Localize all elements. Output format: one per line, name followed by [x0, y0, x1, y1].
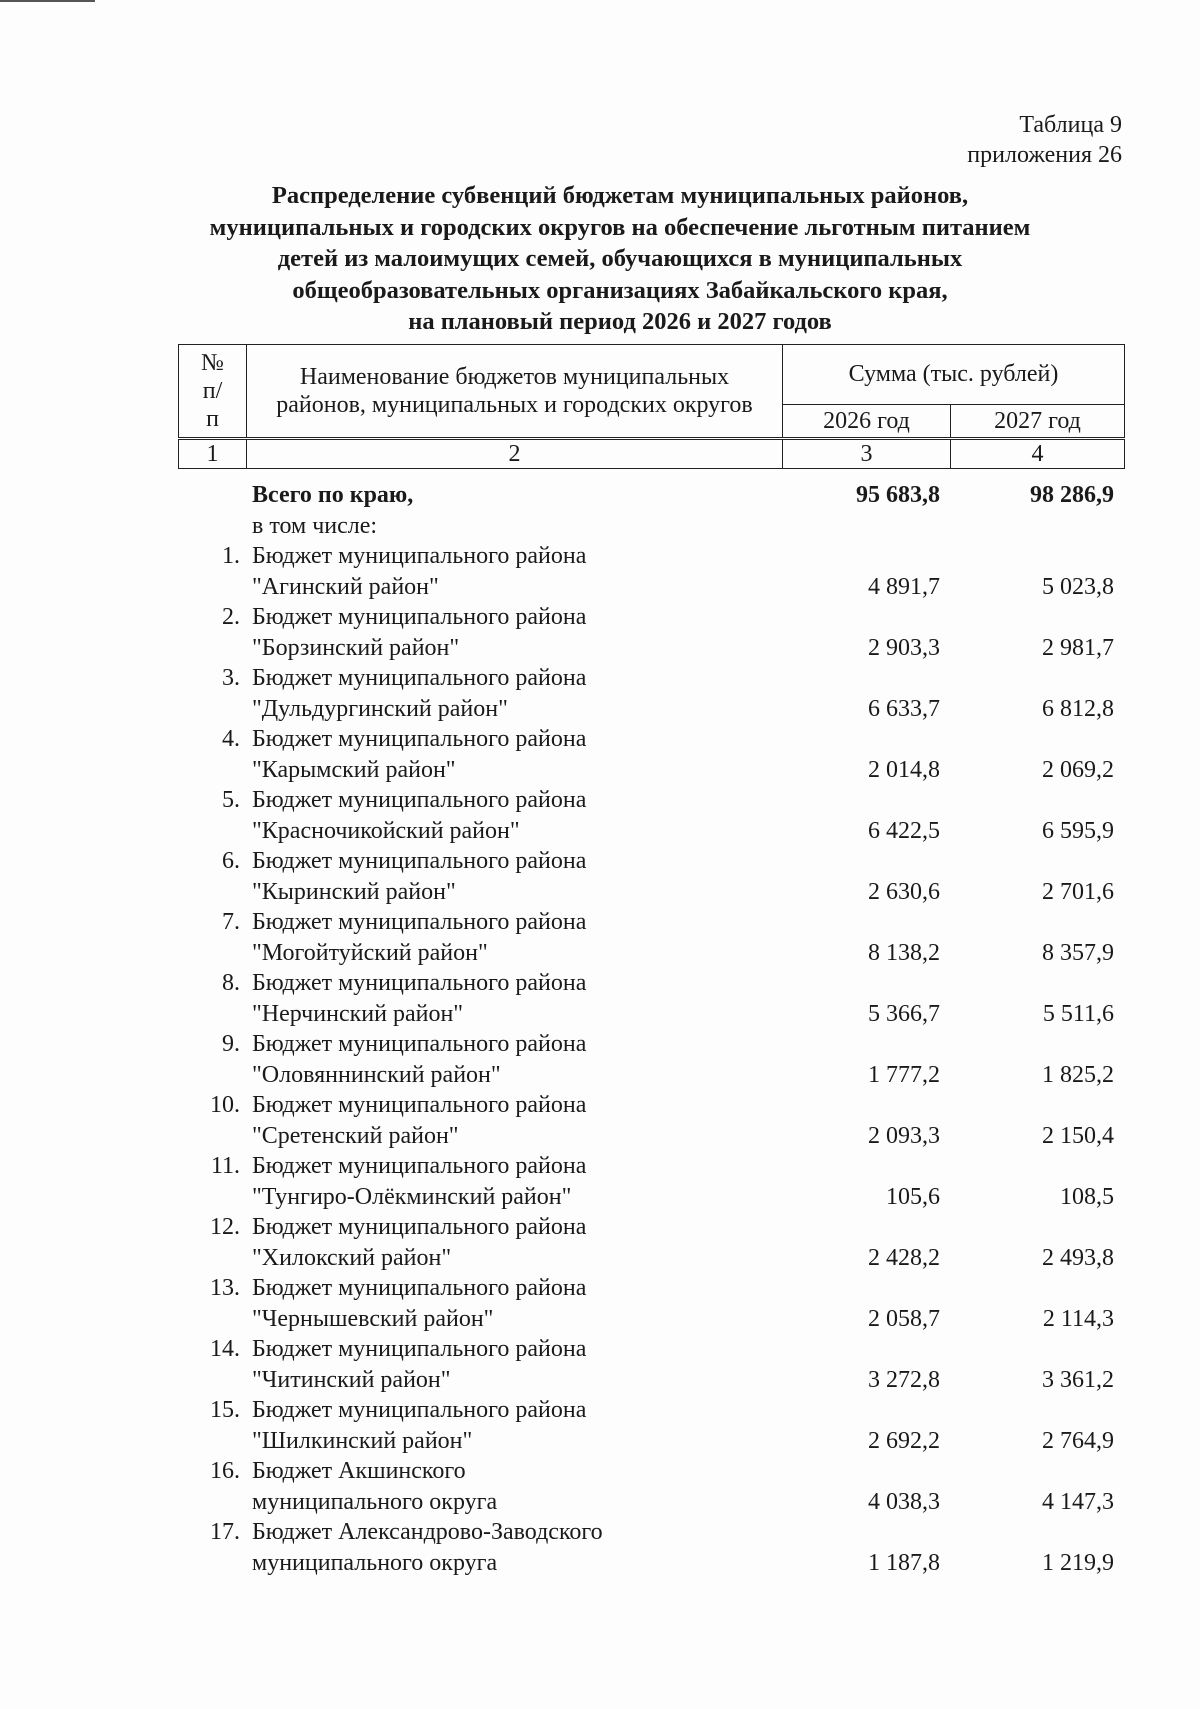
row-name-line1: Бюджет муниципального района — [252, 1336, 587, 1362]
row-value-2027: 2 701,6 — [1042, 878, 1114, 905]
table-header — [178, 344, 1125, 469]
row-number: 8. — [222, 970, 240, 996]
row-name-line2: муниципального округа — [252, 1549, 498, 1576]
subtotal-note-row — [178, 511, 1124, 542]
row-value-2026: 4 891,7 — [868, 573, 940, 600]
table-row — [178, 907, 1124, 938]
row-value-2027: 3 361,2 — [1042, 1366, 1114, 1393]
title-line: общеобразовательных организациях Забайкальского края, — [292, 276, 948, 304]
table-row — [178, 1456, 1124, 1487]
row-name-line2: "Красночикойский район" — [252, 817, 520, 844]
row-value-2026: 6 422,5 — [868, 817, 940, 844]
row-value-2026: 5 366,7 — [868, 1000, 940, 1027]
row-value-2026: 1 187,8 — [868, 1549, 940, 1576]
row-name-line1: Бюджет муниципального района — [252, 665, 587, 691]
row-value-2026: 2 903,3 — [868, 634, 940, 661]
row-name-line2: "Агинский район" — [252, 573, 439, 600]
table-row — [178, 663, 1124, 694]
row-number: 3. — [222, 665, 240, 691]
row-value-2027: 1 825,2 — [1042, 1061, 1114, 1088]
row-name-line1: Бюджет муниципального района — [252, 1092, 587, 1118]
total-2026: 95 683,8 — [856, 482, 940, 508]
table-row — [178, 846, 1124, 877]
title-line: на плановый период 2026 и 2027 годов — [408, 308, 832, 335]
table-row-cont — [178, 1304, 1124, 1335]
title-line: Распределение субвенций бюджетам муниципальных районов, — [271, 182, 969, 209]
row-name-line1: Бюджет муниципального района — [252, 1031, 587, 1057]
row-name-line2: муниципального округа — [252, 1488, 498, 1515]
table-row — [178, 1273, 1124, 1304]
row-name-line2: "Сретенский район" — [252, 1122, 459, 1149]
table-row-cont — [178, 755, 1124, 786]
row-number: 11. — [210, 1153, 240, 1179]
table-row-cont — [178, 999, 1124, 1030]
row-value-2027: 2 069,2 — [1042, 756, 1114, 783]
row-name-line2: "Могойтуйский район" — [252, 939, 488, 966]
table-row — [178, 1090, 1124, 1121]
appendix-number: приложения 26 — [967, 142, 1122, 168]
table-row — [178, 541, 1124, 572]
row-name-line2: "Хилокский район" — [252, 1244, 452, 1271]
row-name-line1: Бюджет муниципального района — [252, 543, 587, 569]
table-row-cont — [178, 938, 1124, 969]
row-value-2026: 105,6 — [886, 1183, 940, 1210]
table-row-cont — [178, 572, 1124, 603]
row-number: 15. — [210, 1397, 240, 1423]
col-index-3: 3 — [783, 439, 951, 469]
table-row — [178, 1029, 1124, 1060]
row-number: 1. — [222, 543, 240, 569]
row-value-2027: 2 114,3 — [1042, 1305, 1114, 1332]
total-label: Всего по краю, — [252, 482, 414, 508]
col-index-2: 2 — [247, 439, 783, 469]
row-value-2027: 108,5 — [1060, 1183, 1114, 1210]
header-name: Наименование бюджетов муниципальных районов, муниципальных и городских округов — [247, 345, 783, 439]
row-value-2027: 5 023,8 — [1042, 573, 1114, 600]
row-name-line1: Бюджет муниципального района — [252, 1153, 587, 1179]
row-number: 2. — [222, 604, 240, 630]
document-title — [120, 180, 1120, 338]
row-number: 13. — [210, 1275, 240, 1301]
row-name-line2: "Шилкинский район" — [252, 1427, 473, 1454]
table-row-cont — [178, 1548, 1124, 1579]
row-number: 10. — [210, 1092, 240, 1118]
row-value-2027: 6 812,8 — [1042, 695, 1114, 722]
header-sum: Сумма (тыс. рублей) — [783, 345, 1125, 405]
row-name-line2: "Нерчинский район" — [252, 1000, 464, 1027]
table-number: Таблица 9 — [1019, 112, 1122, 138]
row-value-2027: 2 493,8 — [1042, 1244, 1114, 1271]
header-num: № п/п — [179, 345, 247, 439]
table-row-cont — [178, 816, 1124, 847]
total-row — [178, 480, 1124, 511]
including-label: в том числе: — [252, 512, 378, 539]
row-name-line1: Бюджет муниципального района — [252, 848, 587, 874]
table-row-cont — [178, 694, 1124, 725]
table-reference — [967, 110, 1122, 170]
table-row-cont — [178, 1243, 1124, 1274]
row-value-2026: 2 428,2 — [868, 1244, 940, 1271]
top-rule — [0, 0, 95, 2]
total-2027: 98 286,9 — [1030, 482, 1114, 508]
row-value-2026: 6 633,7 — [868, 695, 940, 722]
col-index-4: 4 — [951, 439, 1125, 469]
row-value-2026: 1 777,2 — [868, 1061, 940, 1088]
row-value-2026: 2 093,3 — [868, 1122, 940, 1149]
row-name-line1: Бюджет Александрово-Заводского — [252, 1519, 603, 1545]
table-row-cont — [178, 1121, 1124, 1152]
row-value-2026: 2 014,8 — [868, 756, 940, 783]
row-number: 17. — [210, 1519, 240, 1545]
col-index-1: 1 — [179, 439, 247, 469]
table-row — [178, 968, 1124, 999]
row-value-2027: 8 357,9 — [1042, 939, 1114, 966]
header-year-2026: 2026 год — [783, 404, 951, 438]
row-value-2026: 4 038,3 — [868, 1488, 940, 1515]
row-number: 5. — [222, 787, 240, 813]
table-row-cont — [178, 1060, 1124, 1091]
row-name-line1: Бюджет муниципального района — [252, 1214, 587, 1240]
table-row-cont — [178, 877, 1124, 908]
table-row — [178, 724, 1124, 755]
table-row — [178, 1151, 1124, 1182]
row-name-line2: "Дульдургинский район" — [252, 695, 508, 722]
row-number: 14. — [210, 1336, 240, 1362]
row-value-2027: 6 595,9 — [1042, 817, 1114, 844]
title-line: муниципальных и городских округов на обеспечение льготным питанием — [209, 213, 1031, 241]
row-name-line1: Бюджет муниципального района — [252, 1397, 587, 1423]
table-row-cont — [178, 1487, 1124, 1518]
row-value-2026: 2 058,7 — [868, 1305, 940, 1332]
row-name-line2: "Тунгиро-Олёкминский район" — [252, 1183, 572, 1210]
row-value-2027: 5 511,6 — [1042, 1000, 1114, 1027]
title-line: детей из малоимущих семей, обучающихся в муниципальных — [277, 245, 963, 272]
row-number: 12. — [210, 1214, 240, 1240]
table-row-cont — [178, 1426, 1124, 1457]
row-value-2027: 2 764,9 — [1042, 1427, 1114, 1454]
header-year-2027: 2027 год — [951, 404, 1125, 438]
row-name-line2: "Кыринский район" — [252, 878, 456, 905]
row-name-line1: Бюджет муниципального района — [252, 787, 587, 813]
row-name-line1: Бюджет муниципального района — [252, 970, 587, 996]
table-row — [178, 602, 1124, 633]
row-value-2026: 2 630,6 — [868, 878, 940, 905]
table-row-cont — [178, 633, 1124, 664]
row-name-line2: "Чернышевский район" — [252, 1305, 494, 1332]
row-name-line1: Бюджет муниципального района — [252, 909, 587, 935]
row-number: 16. — [210, 1458, 240, 1484]
row-name-line1: Бюджет Акшинского — [252, 1458, 466, 1484]
row-number: 9. — [222, 1031, 240, 1057]
row-number: 4. — [222, 726, 240, 752]
row-name-line1: Бюджет муниципального района — [252, 1275, 587, 1301]
row-name-line1: Бюджет муниципального района — [252, 726, 587, 752]
row-number: 6. — [222, 848, 240, 874]
row-name-line2: "Карымский район" — [252, 756, 456, 783]
table-row — [178, 1334, 1124, 1365]
table-row-cont — [178, 1365, 1124, 1396]
row-value-2026: 3 272,8 — [868, 1366, 940, 1393]
row-value-2026: 8 138,2 — [868, 939, 940, 966]
row-name-line1: Бюджет муниципального района — [252, 604, 587, 630]
row-value-2027: 2 981,7 — [1042, 634, 1114, 661]
row-value-2027: 1 219,9 — [1042, 1549, 1114, 1576]
table-row — [178, 1517, 1124, 1548]
row-number: 7. — [222, 909, 240, 935]
table-row — [178, 1212, 1124, 1243]
table-row — [178, 1395, 1124, 1426]
data-table — [178, 480, 1124, 1578]
table-row — [178, 785, 1124, 816]
row-name-line2: "Оловяннинский район" — [252, 1061, 501, 1088]
row-value-2027: 2 150,4 — [1042, 1122, 1114, 1149]
table-row-cont — [178, 1182, 1124, 1213]
row-name-line2: "Борзинский район" — [252, 634, 460, 661]
row-name-line2: "Читинский район" — [252, 1366, 451, 1393]
row-value-2026: 2 692,2 — [868, 1427, 940, 1454]
row-value-2027: 4 147,3 — [1042, 1488, 1114, 1515]
